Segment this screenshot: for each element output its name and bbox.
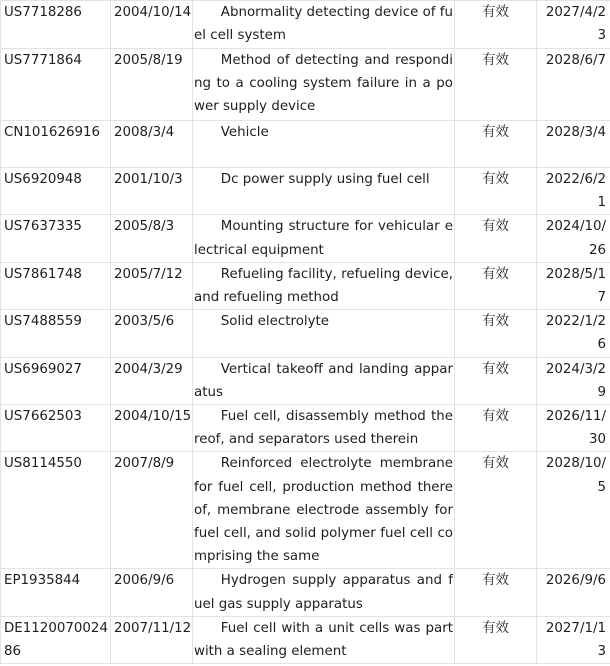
status-cell: 有效 [455,616,537,663]
patent-title-cell [193,310,455,357]
patent-title-cell [193,168,455,215]
table-row [1,616,610,663]
patent-title: Refueling facility, refueling device, and refueling method [194,266,453,306]
patent-number-cell: US6969027 [1,357,111,404]
filing-date-cell: 2007/11/12 [111,616,193,663]
filing-date-cell: 2007/8/9 [111,452,193,569]
patent-title-cell [193,49,455,121]
table-row [1,49,610,121]
filing-date-cell: 2006/9/6 [111,569,193,616]
patent-title-cell [193,452,455,569]
patent-number-cell: US7718286 [1,1,111,49]
patent-number-cell: CN101626916 [1,121,111,168]
patent-title: Mounting structure for vehicular electrical equipment [194,219,453,258]
status-cell: 有效 [455,168,537,215]
patent-title-cell [193,215,455,262]
patent-title-cell [193,569,455,616]
patent-title-cell [193,1,455,49]
expiry-date-cell: 2026/11/30 [537,405,610,452]
status-cell: 有效 [455,452,537,569]
expiry-date-cell: 2028/6/7 [537,49,610,121]
patent-title: Reinforced electrolyte membrane for fuel cell, production method thereof, membrane electrode assembly for fuel cell, and solid polymer fuel cell comprising the same [194,456,453,565]
status-cell: 有效 [455,310,537,357]
table-row [1,452,610,569]
patent-title-cell [193,357,455,404]
expiry-date-cell: 2028/10/5 [537,452,610,569]
table-row [1,310,610,357]
patent-number-cell: US8114550 [1,452,111,569]
patent-title: Hydrogen supply apparatus and fuel gas supply apparatus [194,573,453,612]
filing-date-cell: 2005/8/19 [111,49,193,121]
patent-title: Fuel cell with a unit cells was part with a sealing element [194,620,453,660]
filing-date-cell: 2003/5/6 [111,310,193,357]
patent-number-cell: US7637335 [1,215,111,262]
patent-number-cell: US7662503 [1,405,111,452]
expiry-date-cell: 2027/4/23 [537,1,610,49]
filing-date-cell: 2004/3/29 [111,357,193,404]
patent-title: Solid electrolyte [220,314,330,330]
table-row [1,1,610,49]
patent-title: Abnormality detecting device of fuel cell system [194,5,453,44]
table-row [1,121,610,168]
filing-date-cell: 2005/8/3 [111,215,193,262]
patent-number-cell: DE112007002486 [1,616,111,663]
table-row [1,168,610,215]
status-cell: 有效 [455,262,537,309]
patent-title-cell [193,262,455,309]
filing-date-cell: 2001/10/3 [111,168,193,215]
patent-number-cell: US7488559 [1,310,111,357]
filing-date-cell: 2005/7/12 [111,262,193,309]
table-row [1,357,610,404]
patent-title-cell [193,616,455,663]
status-cell: 有效 [455,215,537,262]
status-cell: 有效 [455,49,537,121]
patent-title: Method of detecting and responding to a cooling system failure in a power supply device [194,53,453,115]
expiry-date-cell: 2024/10/26 [537,215,610,262]
patent-title-cell [193,121,455,168]
patent-title: Vertical takeoff and landing apparatus [194,361,453,400]
expiry-date-cell: 2022/1/26 [537,310,610,357]
status-cell: 有效 [455,357,537,404]
filing-date-cell: 2008/3/4 [111,121,193,168]
table-row [1,569,610,616]
patent-title: Vehicle [220,125,269,140]
expiry-date-cell: 2024/3/29 [537,357,610,404]
status-cell: 有效 [455,569,537,616]
filing-date-cell: 2004/10/15 [111,405,193,452]
status-cell: 有效 [455,405,537,452]
patent-title-cell [193,405,455,452]
patent-number-cell: US6920948 [1,168,111,215]
patent-table-body [1,1,610,664]
expiry-date-cell: 2028/5/17 [537,262,610,309]
expiry-date-cell: 2026/9/6 [537,569,610,616]
expiry-date-cell: 2027/1/13 [537,616,610,663]
status-cell: 有效 [455,121,537,168]
status-cell: 有效 [455,1,537,49]
filing-date-cell: 2004/10/14 [111,1,193,49]
patent-title: Fuel cell, disassembly method thereof, and separators used therein [194,409,453,448]
expiry-date-cell: 2028/3/4 [537,121,610,168]
patent-number-cell: EP1935844 [1,569,111,616]
table-row [1,405,610,452]
table-row [1,215,610,262]
patent-title: Dc power supply using fuel cell [220,172,430,187]
patent-number-cell: US7771864 [1,49,111,121]
patent-number-cell: US7861748 [1,262,111,309]
expiry-date-cell: 2022/6/21 [537,168,610,215]
table-row [1,262,610,309]
